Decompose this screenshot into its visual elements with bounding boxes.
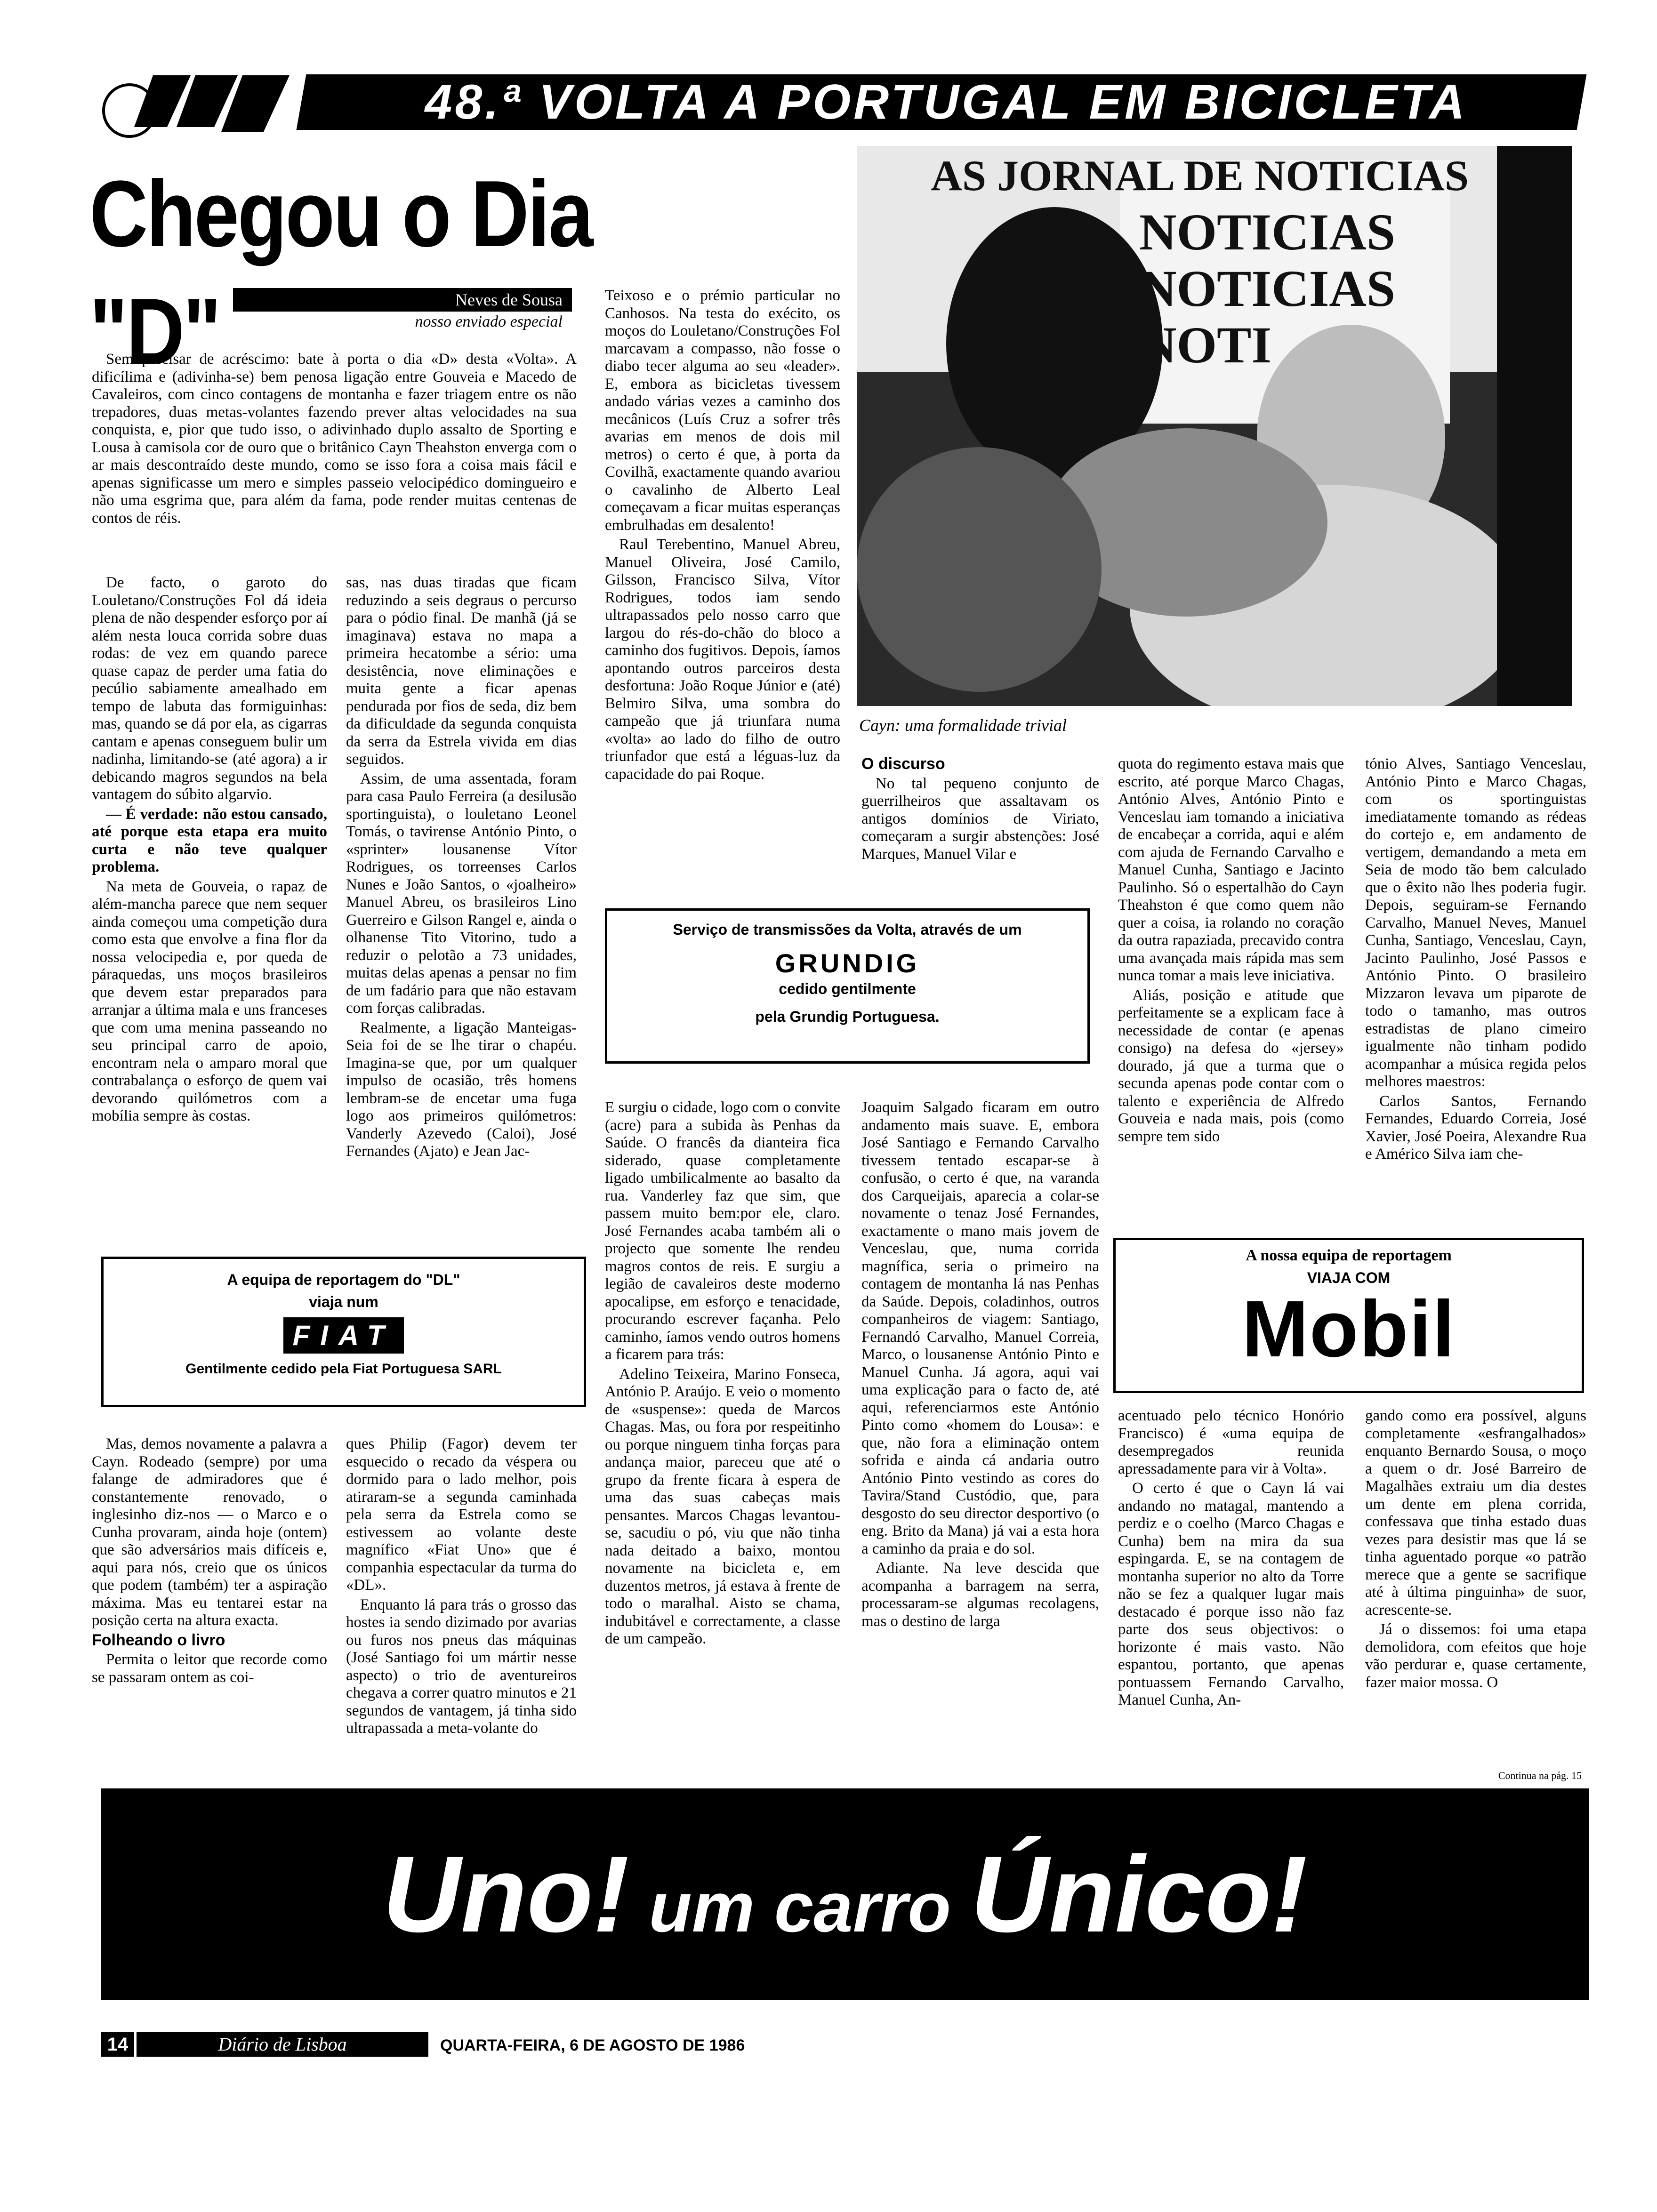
issue-date: QUARTA-FEIRA, 6 DE AGOSTO DE 1986 <box>440 2036 745 2054</box>
ad-uno-text-a: Uno! <box>382 1834 629 1955</box>
photo-caption: Cayn: uma formalidade trivial <box>859 716 1067 735</box>
paragraph: Já o dissemos: foi uma etapa demolidora, com efeitos que hoje vão perdurar e, quase certamente, fazer maior mossa. O <box>1365 1621 1586 1691</box>
paragraph: Realmente, a ligação Manteigas-Seia foi de se lhe tirar o chapéu. Imagina-se que, por um qualquer impulso de ocasião, três homens lembram-se de encetar uma fuga logo aos primeiros quilómetros: Vanderly Azevedo (Caloi), José Fernandes (Ajato) e Jean Jac- <box>346 1019 577 1160</box>
paragraph: Na meta de Gouveia, o rapaz de além-mancha parece que nem sequer ainda começou uma competição dura como esta que envolve a fina flor da nossa velocipedia e, por queda de páraquedas, uns moços brasileiros que devem estar preparados para arranjar a última mala e uns franceses que com uma menina passeando no seu principal carro de apoio, encontram nela o amparo moral que contrabalança o esforço de quem vai devorando quilómetros com a mobília sempre às costas. <box>92 878 327 1124</box>
paragraph: Adelino Teixeira, Marino Fonseca, António P. Araújo. E veio o momento de «suspense»: queda de Marcos Chagas. Mas, ou fora por respeitinho ou porque ninguem tinha forças para andança maior, pareceu que até o grupo da frente ficara à espera de uma das suas cabeças mais pensantes. Marcos Chagas levantou-se, sacudiu o pó, viu que não tinha nada deitado a baixo, montou novamente na bicicleta e, em duzentos metros, já estava à frente de todo o maralhal. Aisto se chama, indubitável e correctamente, a classe de um campeão. <box>605 1365 840 1647</box>
page-number: 14 <box>101 2032 134 2057</box>
paragraph: Teixoso e o prémio particular no Canhosos. Na testa do exécito, os moços do Louletano/Construções Fol marcavam a compasso, não fosse o diabo tecer alguma ao seu «leader». E, embora as bicicletas tivessem andado várias vezes a caminho dos mecânicos (Luís Cruz a sofrer três avarias em menos de dois mil metros) o certo é que, à porta da Covilhã, exactamente quando avariou o cavalinho de Alberto Leal começavam a ficar muitas esperanças embrulhadas em desalento! <box>605 287 840 534</box>
paragraph: acentuado pelo técnico Honório Francisco) é «uma equipa de desempregados reunida apressadamente para vir à Volta». <box>1118 1407 1344 1477</box>
ad-uno-text-b: um carro <box>629 1867 971 1947</box>
fiat-logo: FIAT <box>283 1317 404 1354</box>
paragraph: Permita o leitor que recorde como se passaram ontem as coi- <box>92 1651 327 1686</box>
lead-paragraph: Sem precisar de acréscimo: bate à porta o dia «D» desta «Volta». A dificílima e (adivinha-se) bem penosa ligação entre Gouveia e Macedo de Cavaleiros, com cinco contagens de montanha e fazer triagem entre os não trepadores, duas metas-volantes fazendo prever altas velocidades na sua conquista, e, pior que tudo isso, o adivinhado duplo assalto de Sporting e Lousa à camisola cor de ouro que o britânico Cayn Theahston enverga com o ar mais descontraído deste mundo, como se isso fora a coisa mais fácil e apenas significasse um mero e simples passeio velocipédico domingueiro e não uma esgrima que, para além da fama, pode render muitas centenas de contos de réis. <box>92 351 577 527</box>
ad-grundig <box>605 908 1090 1064</box>
grundig-logo: GRUNDIG <box>775 948 920 978</box>
headline: Chegou o Dia "D" <box>89 161 592 384</box>
paragraph: gando como era possível, alguns completamente «esfrangalhados» enquanto Bernardo Sousa, o moço a quem o dr. José Barreiro de Magalhães extraiu um dia destes um dente em plena corrida, confessava que tinha estado duas vezes para desistir mas que lá se tinha aguentado porque «o patrão merece que a gente se sacrifique até à última pinguinha» de suor, acrescente-se. <box>1365 1407 1586 1619</box>
ad-fiat-line3: Gentilmente cedido pela Fiat Portuguesa SARL <box>185 1361 502 1377</box>
quote-paragraph: — É verdade: não estou cansado, até porque esta etapa era muito curta e não teve qualquer problema. <box>92 805 327 875</box>
article-column-6-low <box>1365 1407 1586 1693</box>
paper-name: Diário de Lisboa <box>137 2032 428 2057</box>
photo-cayn <box>857 146 1572 706</box>
ad-uno-banner <box>101 1788 1589 2000</box>
byline: Neves de Sousa <box>233 288 572 312</box>
ad-grundig-line3: pela Grundig Portuguesa. <box>755 1008 940 1025</box>
cyclist-logo-icon <box>97 66 294 141</box>
article-column-3 <box>605 287 840 785</box>
article-column-2-low <box>346 1435 577 1739</box>
continued-note: Continua na pág. 15 <box>1498 1770 1582 1781</box>
paragraph: Assim, de uma assentada, foram para casa Paulo Ferreira (a desilusão sportinguista), o louletano Leonel Tomás, o tavirense António Pinto, o «sprinter» lousanense Vítor Rodrigues, os torreenses Carlos Nunes e João Santos, o «joalheiro» Manuel Abreu, os brasileiros Lino Guerreiro e Gilson Rangel e, ainda o olhanense Tito Vitorino, tudo a reduzir o pelotão a 73 unidades, muitas delas apenas a pensar no fim de um fadário para que não estavam com forças calibradas. <box>346 770 577 1017</box>
article-column-3-mid <box>605 1099 840 1650</box>
paragraph: quota do regimento estava mais que escrito, até porque Marco Chagas, António Alves, António Pinto e Venceslau iam tomando a iniciativa de encabeçar a corrida, aqui e além com ajuda de Fernando Carvalho e Manuel Cunha, Santiago e Jacinto Paulinho. Só o espertalhão do Cayn Theahston é que como quem não quer a coisa, ia rolando no coração da outra rapaziada, precavido contra uma avançada mais rápida mas sem nunca tomar a mais leve iniciativa. <box>1118 755 1344 984</box>
ad-grundig-line2: cedido gentilmente <box>779 980 916 997</box>
ad-uno-text-c: Único! <box>970 1834 1308 1955</box>
paragraph: Enquanto lá para trás o grosso das hostes ia sendo dizimado por avarias ou furos nos pneus das máquinas (José Santiago foi um mártir nesse aspecto) o trio de aventureiros chegava a correr quatro minutos e 21 segundos de vantagem, já tinha sido ultrapassada a meta-volante do <box>346 1596 577 1737</box>
paragraph: Adiante. Na leve descida que acompanha a barragem na serra, processaram-se algumas recolagens, mas o destino de larga <box>861 1560 1099 1630</box>
paragraph: tónio Alves, Santiago Venceslau, António Pinto e Marco Chagas, com os sportinguistas imediatamente tomando as rédeas do cortejo e, em andamento de vertigem, demandando a meta em Seia de modo tão bem calculado que o êxito não lhes poderia fugir. Depois, seguiram-se Fernando Carvalho, Manuel Neves, Manuel Cunha, Santiago, Venceslau, Cayn, Jacinto Paulinho, José Passos e António Pinto. O brasileiro Mizzaron levava um piparote de todo o tamanho, mas outros estradistas de plano cimeiro igualmente não tinham podido acompanhar a música regida pelos melhores maestros: <box>1365 755 1586 1090</box>
ad-grundig-line1: Serviço de transmissões da Volta, através de um <box>673 921 1022 938</box>
byline-role: nosso enviado especial <box>415 313 563 330</box>
article-column-4 <box>861 755 1099 865</box>
article-column-6 <box>1365 755 1586 1165</box>
paragraph: Aliás, posição e atitude que perfeitamente se a explicam face à necessidade de contar (e apenas consigo) na defesa do «jersey» dourado, já que a turma que o secunda apenas pode contar com o talento e experiência de Alfredo Gouveia e nada mais, pois (como sempre tem sido <box>1118 986 1344 1145</box>
paragraph: No tal pequeno conjunto de guerrilheiros que assaltavam os antigos domínios de Viriato, começaram a surgir abstenções: José Marques, Manuel Vilar e <box>861 775 1099 863</box>
paragraph: De facto, o garoto do Louletano/Construções Fol dá ideia plena de não despender esforço por aí além nesta louca corrida sobre duas rodas: de vez em quando parece quase capaz de perder uma fatia do pecúlio sabiamente amealhado em tempo de labuta das formiguinhas: mas, quando se dá por ela, as cigarras cantam e apenas conseguem bulir um nadinha, limitando-se (até agora) a ir debicando magros segundos na bela vantagem do súbito algarvio. <box>92 574 327 803</box>
ad-mobil-line1: A nossa equipa de reportagem <box>1246 1247 1452 1264</box>
subheading-o-discurso: O discurso <box>861 755 945 773</box>
ad-fiat <box>101 1257 586 1407</box>
paragraph: Joaquim Salgado ficaram em outro andamento mais suave. E, embora José Santiago e Fernando Carvalho tivessem tentado escapar-se à confusão, o certo é que, na varanda dos Carqueijais, aparecia a colar-se novamente o tenaz José Fernandes, exactamente o mano mais jovem de Venceslau, que, numa corrida magnífica, seria o primeiro na contagem de montanha lá nas Penhas da Saúde. Depois, coladinhos, outros companheiros de viagem: Santiago, Fernandó Carvalho, Manuel Correia, Marco, o lousanense António Pinto e Manuel Cunha. Já agora, aqui vai uma explicação para o facto de, até aqui, referenciarmos este António Pinto como «homem do Lousa»: e que, não fora a eliminação ontem sofrida e ainda cá andaria outro António Pinto vestindo as cores do Tavira/Stand Custódio, que, para desgosto do seu director desportivo (o eng. Brito da Mana) já vai a esta hora a caminho da praia e do sol. <box>861 1099 1099 1557</box>
paragraph: sas, nas duas tiradas que ficam reduzindo a seis degraus o percurso para o pódio final. De manhã (já se imaginava) estava no mapa a primeira hecatombe a sério: uma desistência, nove eliminações e muita gente a ficar apenas pendurada por fios de seda, diz bem da dificuldade da segunda conquista da serra da Estrela vivida em dias seguidos. <box>346 574 577 768</box>
ad-fiat-line1: A equipa de reportagem do "DL" <box>227 1271 460 1288</box>
subheading-folheando-o-livro: Folheando o livro <box>92 1631 225 1649</box>
paragraph: ques Philip (Fagor) devem ter esquecido o recado da véspera ou dormido para o lado melhor, pois atiraram-se a segunda caminhada pela serra da Estrela como se estivessem ao volante deste magnífico «Fiat Uno» que é companhia espectacular da turma do «DL». <box>346 1435 577 1594</box>
article-column-1 <box>92 574 327 1127</box>
paragraph: Raul Terebentino, Manuel Abreu, Manuel Oliveira, José Camilo, Gilsson, Francisco Silva, Vítor Rodrigues, todos iam sendo ultrapassados pelo nosso carro que largou do rés-do-chão do bloco a caminho dos fugitivos. Depois, íamos apontando outros parceiros desta desfortuna: João Roque Júnior e (até) Belmiro Silva, uma sombra do campeão que já triunfara numa «volta» ao lado do filho de outro triunfador que está a léguas-luz da capacidade do pai Roque. <box>605 536 840 783</box>
photo-sign-line: NOTI <box>1139 316 1272 374</box>
ad-fiat-line2: viaja num <box>309 1293 378 1310</box>
paragraph: Carlos Santos, Fernando Fernandes, Eduardo Correia, José Xavier, José Poeira, Alexandre Rua e Américo Silva iam che- <box>1365 1092 1586 1162</box>
article-column-4-mid <box>861 1099 1099 1632</box>
article-column-5-low <box>1118 1407 1344 1711</box>
banner-title: 48.ª VOLTA A PORTUGAL EM BICICLETA <box>425 75 1468 129</box>
mobil-logo: Mobil <box>1242 1284 1456 1374</box>
paragraph: Mas, demos novamente a palavra a Cayn. Rodeado (sempre) por uma falange de admiradores que é constantemente renovado, o inglesinho diz-nos — o Marco e o Cunha provaram, ainda hoje (ontem) que são adversários mais difíceis e, aqui para nós, creio que os únicos que podem (também) ter a aspiração máxima. Mas eu tentarei estar na posição certa na altura exacta. <box>92 1435 327 1629</box>
paragraph: O certo é que o Cayn lá vai andando no matagal, mantendo a perdiz e o coelho (Marco Chagas e Cunha) bem na mira da sua espingarda. E, se na contagem de montanha superior no alto da Torre não se fez a qualquer lugar mais destacado é porque isso não faz parte dos seus objectivos: o horizonte é mais vasto. Não espantou, portanto, que apenas pontuassem Fernando Carvalho, Manuel Cunha, An- <box>1118 1480 1344 1708</box>
photo-sign-line: AS JORNAL DE NOTICIAS <box>931 152 1469 200</box>
photo-sign-line: NOTICIAS <box>1139 260 1396 317</box>
article-column-5 <box>1118 755 1344 1147</box>
photo-sign-line: NOTICIAS <box>1139 203 1396 261</box>
article-column-2 <box>346 574 577 1162</box>
ad-mobil <box>1113 1238 1584 1393</box>
paragraph: E surgiu o cidade, logo com o convite (acre) para a subida às Penhas da Saúde. O francês da dianteira fica siderado, quase completamente ligado umbilicalmente ao basalto da rua. Vanderley faz que sim, que passem muito bem:por ele, claro. José Fernandes acaba também ali o projecto que somente lhe rendeu magros contos de reis. E surgiu a legião de cavaleiros deste moderno apocalipse, em esforço e tenacidade, procurando escrever façanha. Pelo caminho, íamos vendo outros homens a ficarem para trás: <box>605 1099 840 1363</box>
ad-mobil-line2: VIAJA COM <box>1307 1269 1391 1286</box>
article-column-1-low <box>92 1435 327 1688</box>
section-logo <box>97 66 294 141</box>
